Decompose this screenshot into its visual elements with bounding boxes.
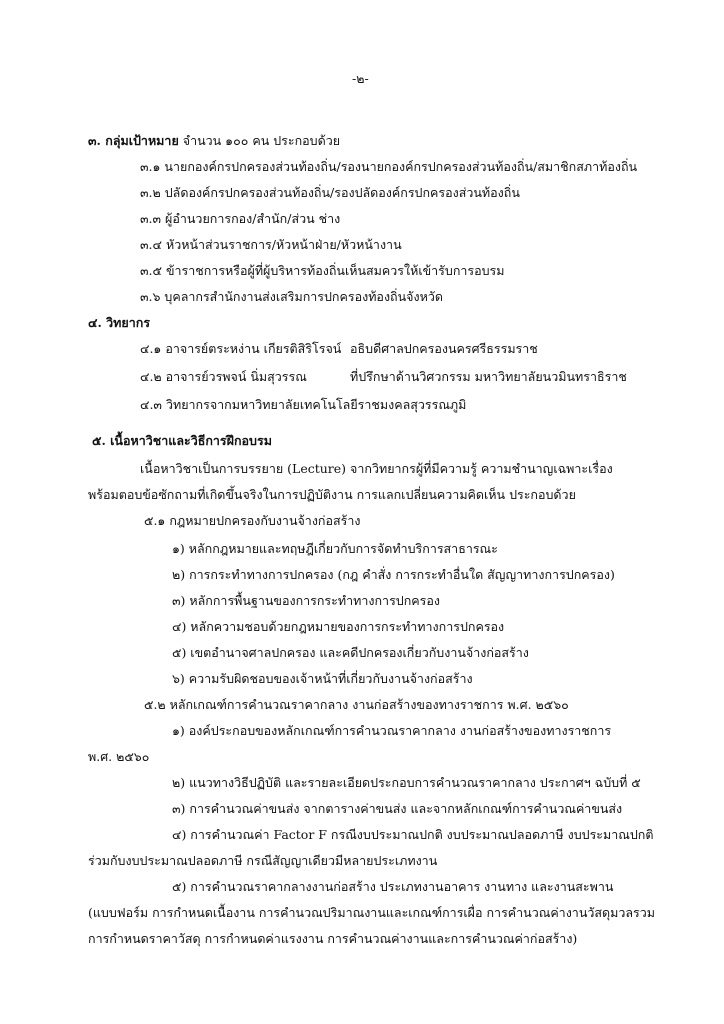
subsection-5-1-item: ๓) หลักการพื้นฐานของการกระทำทางการปกครอง [172, 593, 440, 608]
page-number: -๒- [352, 71, 369, 86]
speaker-name: ๔.๓ วิทยากรจากมหาวิทยาลัยเทคโนโลยีราชมงคลสุวรรณภูมิ [140, 397, 467, 412]
section-3-heading-rest: จำนวน ๑๐๐ คน ประกอบด้วย [178, 133, 341, 148]
subsection-5-2-item: ๔) การคำนวณค่า Factor F กรณีงบประมาณปกติ งบประมาณปลอดภาษี งบประมาณปกติ [172, 827, 654, 842]
section-3-item: ๓.๓ ผู้อำนวยการกอง/สำนัก/ส่วน ช่าง [140, 211, 341, 226]
speaker-role: อธิบดีศาลปกครองนครศรีธรรมราช [350, 341, 538, 356]
subsection-5-1-title: ๕.๑ กฎหมายปกครองกับงานจ้างก่อสร้าง [144, 513, 361, 528]
section-3-item: ๓.๒ ปลัดองค์กรปกครองส่วนท้องถิ่น/รองปลัดองค์กรปกครองส่วนท้องถิ่น [140, 185, 520, 200]
section-4-heading: ๔. วิทยากร [88, 315, 151, 330]
section-3-item: ๓.๖ บุคลากรสำนักงานส่งเสริมการปกครองท้องถิ่นจังหวัด [140, 289, 443, 304]
subsection-5-1-item: ๔) หลักความชอบด้วยกฎหมายของการกระทำทางการปกครอง [172, 619, 505, 634]
subsection-5-2-item-continuation: การกำหนดราคาวัสดุ การกำหนดค่าแรงงาน การคำนวณค่างานและการคำนวณค่าก่อสร้าง) [88, 931, 578, 946]
subsection-5-2-item: ๑) องค์ประกอบของหลักเกณฑ์การคำนวณราคากลาง งานก่อสร้างของทางราชการ [172, 723, 612, 738]
speaker-name: ๔.๒ อาจารย์วรพจน์ นิ่มสุวรรณ [140, 369, 307, 384]
section-3-item: ๓.๑ นายกองค์กรปกครองส่วนท้องถิ่น/รองนายกองค์กรปกครองส่วนท้องถิ่น/สมาชิกสภาท้องถิ่น [140, 159, 638, 174]
section-3-heading: ๓. กลุ่มเป้าหมาย [88, 133, 179, 148]
subsection-5-2-title: ๕.๒ หลักเกณฑ์การคำนวณราคากลาง งานก่อสร้างของทางราชการ พ.ศ. ๒๕๖๐ [144, 697, 569, 712]
subsection-5-2-item: ๓) การคำนวณค่าขนส่ง จากตารางค่าขนส่ง และจากหลักเกณฑ์การคำนวณค่าขนส่ง [172, 801, 623, 816]
subsection-5-1-item: ๑) หลักกฎหมายและทฤษฎีเกี่ยวกับการจัดทำบริการสาธารณะ [172, 541, 498, 556]
subsection-5-2-item-continuation: พ.ศ. ๒๕๖๐ [88, 749, 150, 764]
section-3-heading-line [88, 132, 340, 150]
subsection-5-2-item-continuation: ร่วมกับงบประมาณปลอดภาษี กรณีสัญญาเดียวมีหลายประเภทงาน [88, 853, 438, 868]
subsection-5-1-item: ๖) ความรับผิดชอบของเจ้าหน้าที่เกี่ยวกับงานจ้างก่อสร้าง [172, 671, 473, 686]
subsection-5-2-item-continuation: (แบบฟอร์ม การกำหนดเนื้องาน การคำนวณปริมาณงานและเกณฑ์การเผื่อ การคำนวณค่างานวัสดุมวลรวม [88, 905, 656, 920]
section-5-intro: พร้อมตอบข้อซักถามที่เกิดขึ้นจริงในการปฏิบัติงาน การแลกเปลี่ยนความคิดเห็น ประกอบด้วย [88, 487, 576, 502]
speaker-role: ที่ปรึกษาด้านวิศวกรรม มหาวิทยาลัยนวมินทราธิราช [350, 369, 627, 384]
section-5-intro: เนื้อหาวิชาเป็นการบรรยาย (Lecture) จากวิทยากรผู้ที่มีความรู้ ความชำนาญเฉพาะเรื่อง [140, 461, 613, 476]
speaker-name: ๔.๑ อาจารย์ตระหง่าน เกียรติสิริโรจน์ [140, 341, 342, 356]
section-5-heading: ๕. เนื้อหาวิชาและวิธีการฝึกอบรม [92, 433, 272, 448]
subsection-5-1-item: ๒) การกระทำทางการปกครอง (กฎ คำสั่ง การกระทำอื่นใด สัญญาทางการปกครอง) [172, 567, 615, 582]
subsection-5-1-item: ๕) เขตอำนาจศาลปกครอง และคดีปกครองเกี่ยวกับงานจ้างก่อสร้าง [172, 645, 529, 660]
subsection-5-2-item: ๕) การคำนวณราคากลางงานก่อสร้าง ประเภทงานอาคาร งานทาง และงานสะพาน [172, 879, 614, 894]
subsection-5-2-item: ๒) แนวทางวิธีปฏิบัติ และรายละเอียดประกอบการคำนวณราคากลาง ประกาศฯ ฉบับที่ ๕ [172, 775, 641, 790]
section-3-item: ๓.๕ ข้าราชการหรือผู้ที่ผู้บริหารท้องถิ่นเห็นสมควรให้เข้ารับการอบรม [140, 263, 505, 278]
section-3-item: ๓.๔ หัวหน้าส่วนราชการ/หัวหน้าฝ่าย/หัวหน้างาน [140, 237, 402, 252]
